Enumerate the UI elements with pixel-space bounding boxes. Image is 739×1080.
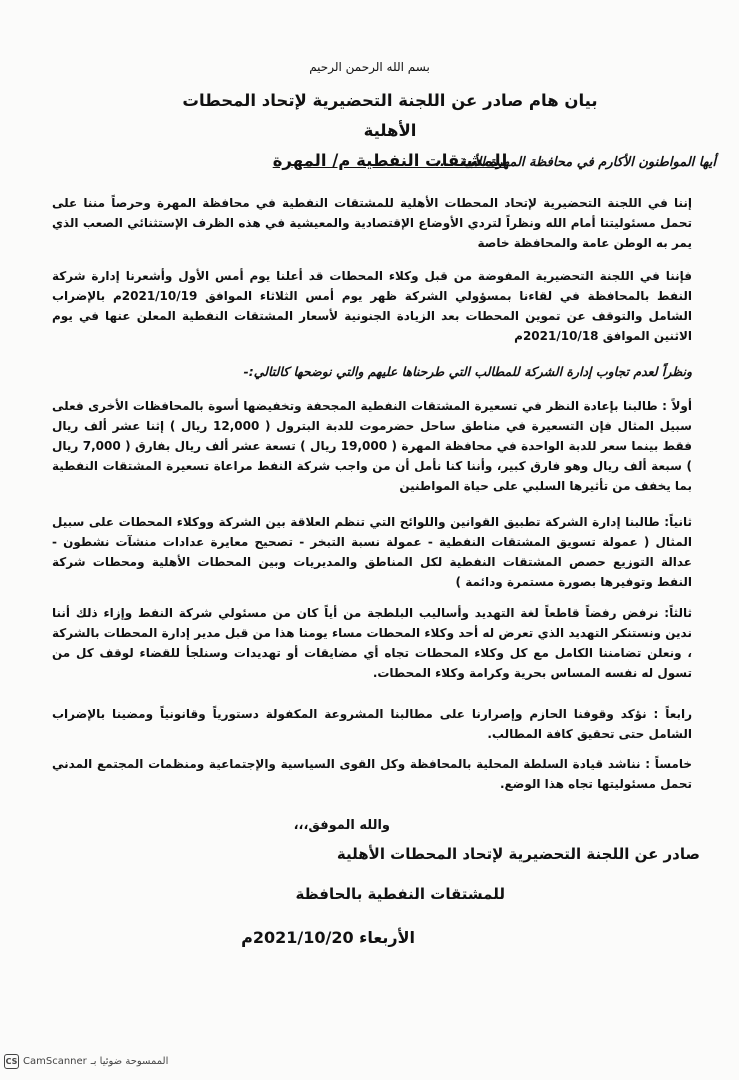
closing-phrase: والله الموفق،،، — [293, 818, 390, 833]
demand-fourth: رابعاً : نؤكد وقوفنا الحازم وإصرارنا على مطالبنا المشروعة المكفولة دستورياً وقانونياً ومضينا بالإضراب الشامل حتى تحقيق كافة المطالب. — [52, 707, 692, 741]
demands-heading: ونظراً لعدم تجاوب إدارة الشركة للمطالب التي طرحناها عليهم والتي نوضحها كالتالي:- — [243, 364, 692, 379]
demand-first: أولاً : طالبنا بإعادة النظر في تسعيرة المشتقات النفطية المجحفة وتخفيضها أسوة بالمحافظات الأخرى فعلى سبيل المثال فإن التسعيرة في مناطق ساحل حضرموت للدبة البترول ( 12,000 ريال ) إثنا عشر ألف ريال فقط بينما سعر للدبة الواحدة في محافظة المهرة ( 19,000 ريال ) تسعة عشر ألف ريال بفارق ( 7,000 ريال ) سبعة ألف ريال وهو فارق كبير، وأننا كنا نأمل أن من واجب شركة النفط مراعاة تسعيرة المشتقات النفطية بما يخفف من تأثيرها السلبي على حياة المواطنين — [52, 399, 692, 493]
statement-date: الأربعاء 2021/10/20م — [241, 928, 415, 947]
signature-line-2: للمشتقات النفطية بالحافظة — [295, 885, 505, 903]
basmala: بسم الله الرحمن الرحيم — [309, 60, 430, 74]
scanner-watermark — [4, 1054, 168, 1069]
intro-paragraph: إننا في اللجنة التحضيرية لإتحاد المحطات الأهلية للمشتقات النفطية في محافظة المهرة وحرصاً مننا على تحمل مسئوليتنا أمام الله ونظراً لتردي الأوضاع الإقتصادية والمعيشية في هذه الظرف الإستثنائي الصعب الذي يمر به الوطن عامة والمحافظة خاصة — [52, 196, 692, 250]
demand-third: ثالثاً: نرفض رفضاً قاطعاً لغة التهديد وأساليب البلطجة من أياً كان من مسئولي شركة النفط وإزاء ذلك أننا ندين ونستنكر التهديد الذي تعرض له أحد وكلاء المحطات مساء يومنا هذا من قبل مدير إدارة المحطات بالشركة ، ونعلن تضامننا الكامل مع كل وكلاء المحطات تجاه أي مضايقات أو تهديدات وسنلجأ للقضاء لوقف كل من تسول له نفسه المساس بحرية وكرامة وكلاء المحطات. — [52, 606, 692, 680]
scanned-with-label: الممسوحة ضوئيا بـ — [90, 1056, 169, 1067]
demand-second: ثانياً: طالبنا إدارة الشركة تطبيق القوانين واللوائح التي تنظم العلاقة بين الشركة ووكلاء المحطات على سبيل المثال ( عمولة تسويق المشتقات النفطية - عمولة نسبة التبخر - تصحيح معايرة عدادات منشآت نشطون - عدالة التوزيع حصص المشتقات النفطية لكل المناطق والمديريات وبين المحطات الأهلية ومحطات شركة النفط وتوفيرها بصورة مستمرة ودائمة ) — [52, 515, 692, 589]
signature-line-1: صادر عن اللجنة التحضيرية لإتحاد المحطات الأهلية — [336, 845, 700, 863]
title-line-1: بيان هام صادر عن اللجنة التحضيرية لإتحاد المحطات الأهلية — [182, 91, 598, 140]
announcement-paragraph: فإننا في اللجنة التحضيرية المفوضة من قبل وكلاء المحطات قد أعلنا يوم أمس الأول وأشعرنا إدارة شركة النفط بالمحافظة في لقاءنا بمسؤولي الشركة ظهر يوم أمس الثلاثاء الموافق 2021/10/19م بالإضراب الشامل والتوقف عن تموين المحطات بعد الزيادة الجنونية لأسعار المشتقات النفطية المعلن عنها في يوم الاثنين الموافق 2021/10/18م — [52, 269, 692, 343]
demand-fifth: خامساً : نناشد قيادة السلطة المحلية بالمحافظة وكل القوى السياسية والإجتماعية ومنظمات المجتمع المدني تحمل مسئوليتها تجاه هذا الوضع. — [52, 757, 692, 791]
camscanner-logo-icon: CS — [4, 1054, 19, 1069]
title-line-2: للمشتقات النفطية م/ المهرة — [272, 151, 508, 170]
camscanner-name: CamScanner — [23, 1056, 87, 1067]
greeting: أيها المواطنون الأكارم في محافظة المهرة الأبية .... — [435, 155, 716, 170]
